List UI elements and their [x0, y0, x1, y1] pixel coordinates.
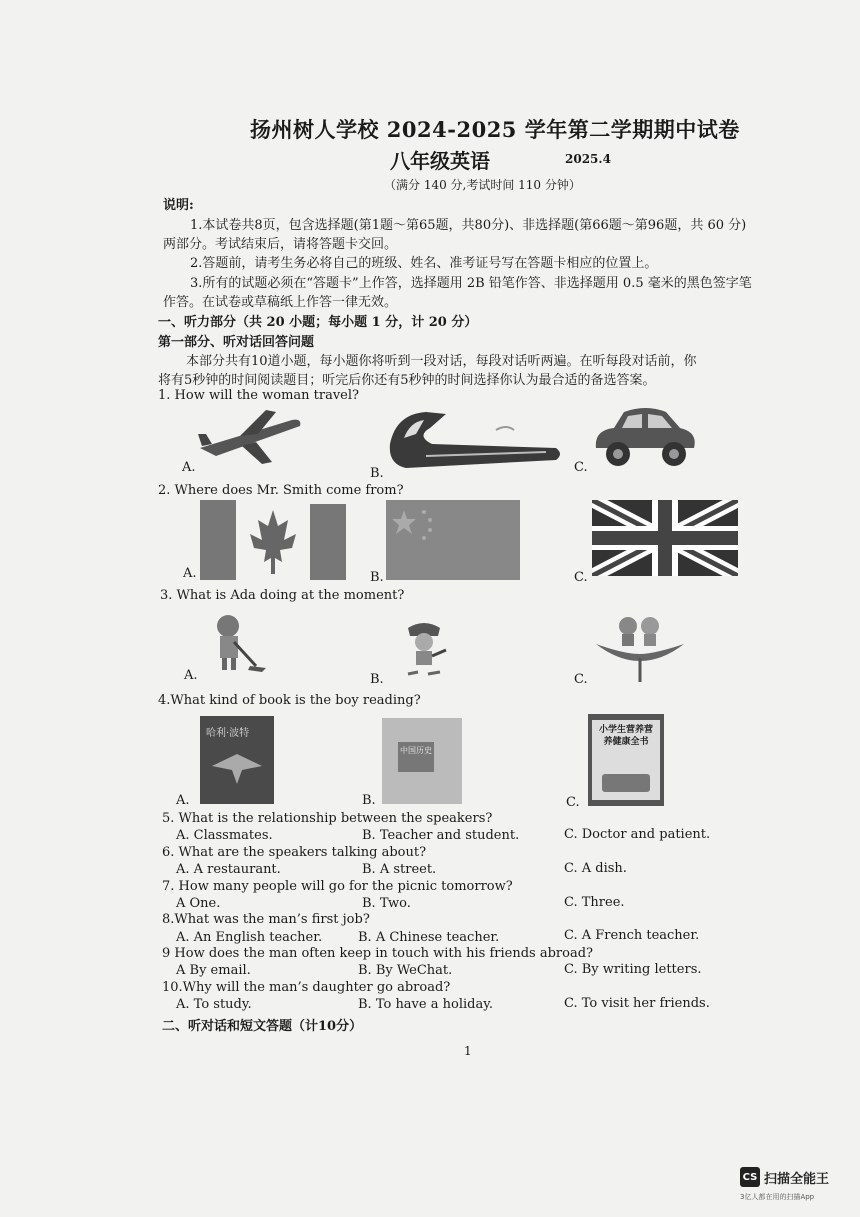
- option-label: A.: [182, 460, 196, 475]
- boating-kids-picture: [594, 606, 686, 682]
- option-c: C. Three.: [564, 895, 625, 910]
- question-8: 8.What was the man’s first job?: [162, 912, 370, 927]
- question-5: 5. What is the relationship between the speakers?: [162, 811, 493, 826]
- section-heading: 一、听力部分（共 20 小题；每小题 1 分，计 20 分）: [158, 315, 478, 330]
- question-7: 7. How many people will go for the picnic tomorrow?: [162, 879, 513, 894]
- question-6: 6. What are the speakers talking about?: [162, 845, 427, 860]
- question-2: 2. Where does Mr. Smith come from?: [158, 483, 404, 498]
- uk-flag-picture: [592, 500, 738, 576]
- option-label: B.: [370, 570, 384, 585]
- instructions-heading: 说明:: [163, 198, 194, 213]
- sweeping-girl-picture: [204, 612, 268, 674]
- option-label: B.: [362, 793, 376, 808]
- airplane-picture: [196, 406, 304, 468]
- option-label: C.: [566, 795, 580, 810]
- part-description: 本部分共有10道小题，每小题你将听到一段对话，每段对话听两遍。在听每段对话前，你: [186, 354, 697, 369]
- scanner-brand: 扫描全能王: [764, 1171, 830, 1187]
- train-picture: [386, 408, 566, 476]
- option-a: A. A restaurant.: [176, 862, 281, 877]
- question-3: 3. What is Ada doing at the moment?: [160, 588, 405, 603]
- part-description: 将有5秒钟的时间阅读题目；听完后你还有5秒钟的时间选择你认为最合适的备选答案。: [158, 373, 656, 388]
- instruction-line: 2.答题前，请考生务必将自己的班级、姓名、准考证号写在答题卡相应的位置上。: [190, 256, 658, 271]
- option-a: A. An English teacher.: [176, 930, 323, 945]
- option-c: C. To visit her friends.: [564, 996, 710, 1011]
- option-b: B. A street.: [362, 862, 437, 877]
- question-10: 10.Why will the man’s daughter go abroad?: [162, 980, 451, 995]
- part-heading: 第一部分、听对话回答问题: [158, 335, 315, 350]
- option-label: B.: [370, 672, 384, 687]
- instruction-line: 1.本试卷共8页，包含选择题(第1题～第65题，共80分)、非选择题(第66题～第96题，共 60 分): [190, 218, 747, 233]
- option-b: B. A Chinese teacher.: [358, 930, 500, 945]
- exam-subtitle: 八年级英语: [390, 149, 490, 173]
- history-book-picture: [382, 718, 462, 804]
- instruction-line: 3.所有的试题必须在“答题卡”上作答，选择题用 2B 铅笔作答、非选择题用 0.5 毫米的黑色签字笔: [190, 276, 752, 291]
- owl-icon: [212, 746, 262, 786]
- question-9: 9 How does the man often keep in touch with his friends abroad?: [162, 946, 594, 961]
- book-title: 哈利·波特: [206, 728, 250, 739]
- option-a: A One.: [176, 896, 221, 911]
- exam-meta: （满分 140 分,考试时间 110 分钟）: [384, 178, 581, 192]
- option-b: B. To have a holiday.: [358, 997, 493, 1012]
- option-b: B. Two.: [362, 896, 411, 911]
- option-b: B. By WeChat.: [358, 963, 453, 978]
- question-4: 4.What kind of book is the boy reading?: [158, 693, 421, 708]
- book-title: 中国历史: [400, 746, 432, 755]
- question-1: 1. How will the woman travel?: [158, 388, 360, 403]
- option-c: C. By writing letters.: [564, 962, 702, 977]
- option-c: C. A French teacher.: [564, 928, 700, 943]
- china-flag-picture: [386, 500, 520, 580]
- section-heading: 二、听对话和短文答题（计10分）: [162, 1019, 363, 1034]
- option-label: C.: [574, 570, 588, 585]
- canada-flag-picture: [200, 500, 346, 580]
- option-label: C.: [574, 460, 588, 475]
- option-b: B. Teacher and student.: [362, 828, 520, 843]
- option-c: C. Doctor and patient.: [564, 827, 711, 842]
- instruction-line: 作答。在试卷或草稿纸上作答一律无效。: [163, 295, 398, 310]
- car-picture: [590, 404, 700, 470]
- option-a: A. Classmates.: [176, 828, 273, 843]
- option-a: A By email.: [176, 963, 251, 978]
- cooking-boy-picture: [398, 618, 454, 680]
- scanner-tagline: 3亿人都在用的扫描App: [740, 1193, 815, 1201]
- option-label: B.: [370, 466, 384, 481]
- option-a: A. To study.: [176, 997, 252, 1012]
- option-label: A.: [184, 668, 198, 683]
- option-label: A.: [183, 566, 197, 581]
- instruction-line: 两部分。考试结束后，请将答题卡交回。: [163, 237, 398, 252]
- option-c: C. A dish.: [564, 861, 627, 876]
- exam-title: 扬州树人学校 2024-2025 学年第二学期期中试卷: [250, 117, 740, 142]
- scanner-logo: [740, 1167, 829, 1187]
- page-number: 1: [464, 1044, 472, 1058]
- harry-potter-book-picture: [200, 716, 274, 804]
- cs-logo-icon: CS: [740, 1167, 760, 1187]
- option-label: A.: [176, 793, 190, 808]
- exam-date: 2025.4: [565, 152, 611, 166]
- nutrition-book-picture: [588, 714, 664, 806]
- book-title: 小学生营养营养健康全书: [598, 725, 653, 747]
- option-label: C.: [574, 672, 588, 687]
